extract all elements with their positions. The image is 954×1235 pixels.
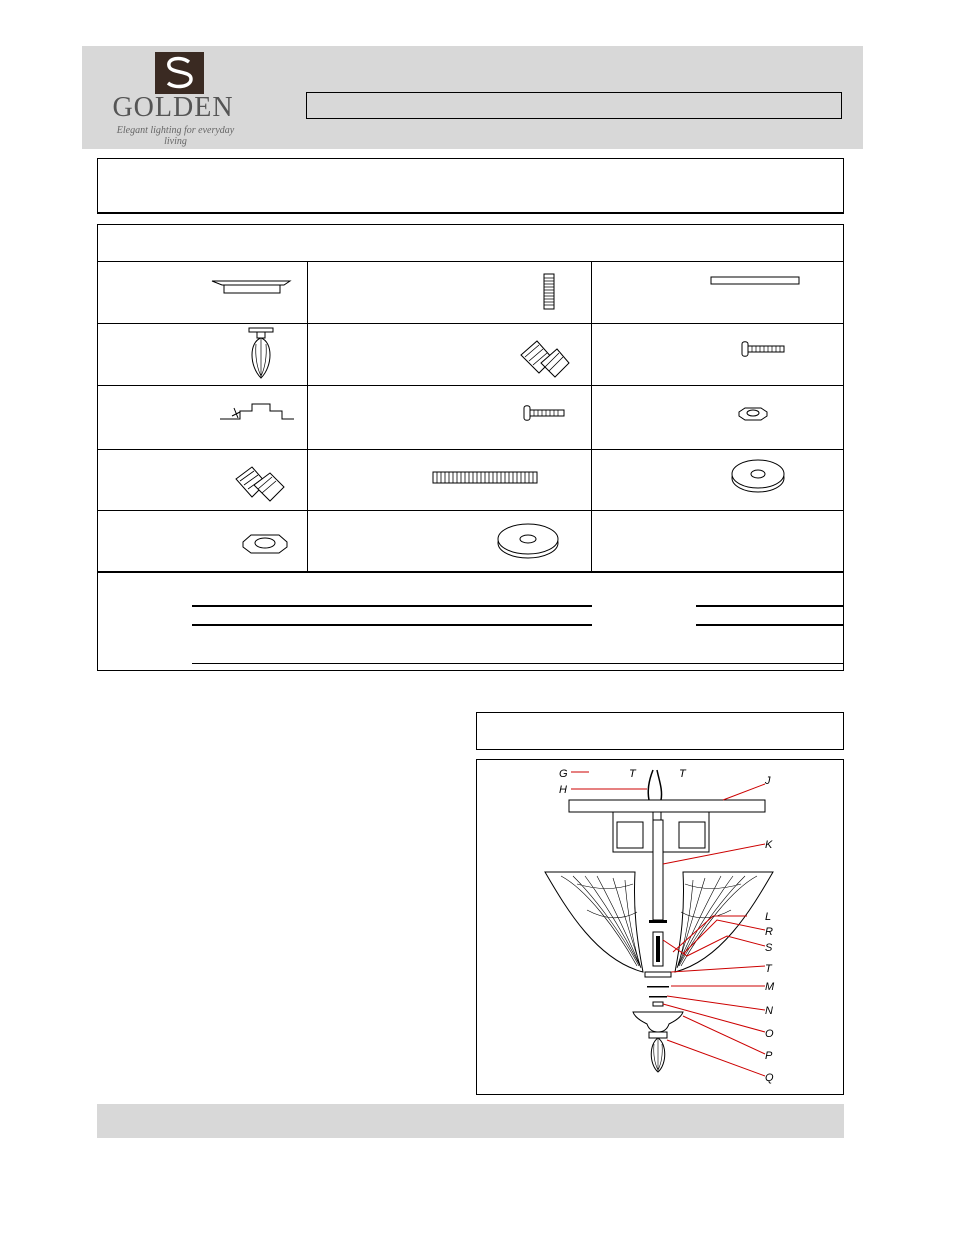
washer-bar (649, 920, 667, 923)
flat-washer-icon (496, 521, 560, 561)
diagram-label: P (765, 1050, 773, 1062)
diagram-label: J (765, 775, 771, 787)
parts-table (97, 224, 844, 671)
parts-table-col-divider (591, 261, 592, 571)
wire-connectors-icon (517, 335, 573, 383)
bottom-cap (633, 1012, 683, 1032)
info-line (696, 624, 843, 626)
info-line (192, 605, 592, 607)
parts-table-row-divider (98, 261, 843, 262)
hex-nut (653, 1002, 663, 1006)
finial-icon (243, 326, 279, 382)
center-fitting (653, 812, 661, 820)
parts-table-row-divider (98, 385, 843, 386)
logo-tagline: Elegant lighting for everyday living (116, 125, 235, 147)
info-line (192, 663, 843, 664)
logo-s-mark-icon (155, 52, 204, 94)
crossbar-icon (218, 398, 298, 424)
mounting-screw-icon (740, 341, 786, 359)
socket (679, 822, 705, 848)
diagram-label: T (679, 768, 686, 780)
footer-band (97, 1104, 844, 1138)
lock-washer (649, 996, 667, 998)
diagram-label: T (629, 768, 636, 780)
threaded-nipple-short-icon (542, 272, 556, 312)
hex-nut-icon (736, 405, 770, 423)
parts-table-row-divider (98, 323, 843, 324)
diagram-label: Q (765, 1072, 774, 1084)
canopy-plate-icon (210, 277, 294, 297)
diagram-label: N (765, 1005, 773, 1017)
model-title-box (306, 92, 842, 119)
diagram-label: M (765, 981, 775, 993)
diagram-label: L (765, 911, 772, 923)
supply-wire (657, 770, 662, 800)
assembly-diagram (476, 759, 844, 1095)
washer (645, 972, 671, 977)
parts-table-row-divider (98, 510, 843, 511)
supply-wire (648, 770, 653, 800)
diagram-label: H (559, 784, 567, 796)
step-header-box (476, 712, 844, 750)
thin-washer (647, 986, 669, 988)
crossbar-screw-icon (522, 405, 568, 423)
assembly-diagram-drawing (477, 760, 843, 1094)
hex-nut-large-icon (240, 531, 290, 557)
wire-connectors-icon (232, 463, 288, 503)
info-line (192, 624, 592, 626)
diagram-label: T (765, 963, 772, 975)
threaded-rod-long-icon (432, 470, 540, 486)
golden-logo (108, 50, 243, 147)
flat-washer-icon (730, 458, 786, 496)
parts-table-row-divider (98, 571, 843, 573)
diagram-label: G (559, 768, 568, 780)
canopy-plate (569, 800, 765, 812)
diagram-label: O (765, 1028, 774, 1040)
parts-table-row-divider (98, 449, 843, 450)
instruction-note-box (97, 158, 844, 214)
parts-table-col-divider (307, 261, 308, 571)
socket (617, 822, 643, 848)
diagram-label: K (765, 839, 773, 851)
info-line (696, 605, 843, 607)
logo-wordmark: GOLDEN (112, 92, 234, 123)
diagram-label: S (765, 942, 773, 954)
diagram-label: R (765, 926, 773, 938)
lamp-rod-icon (710, 275, 802, 287)
center-rod (653, 820, 663, 920)
